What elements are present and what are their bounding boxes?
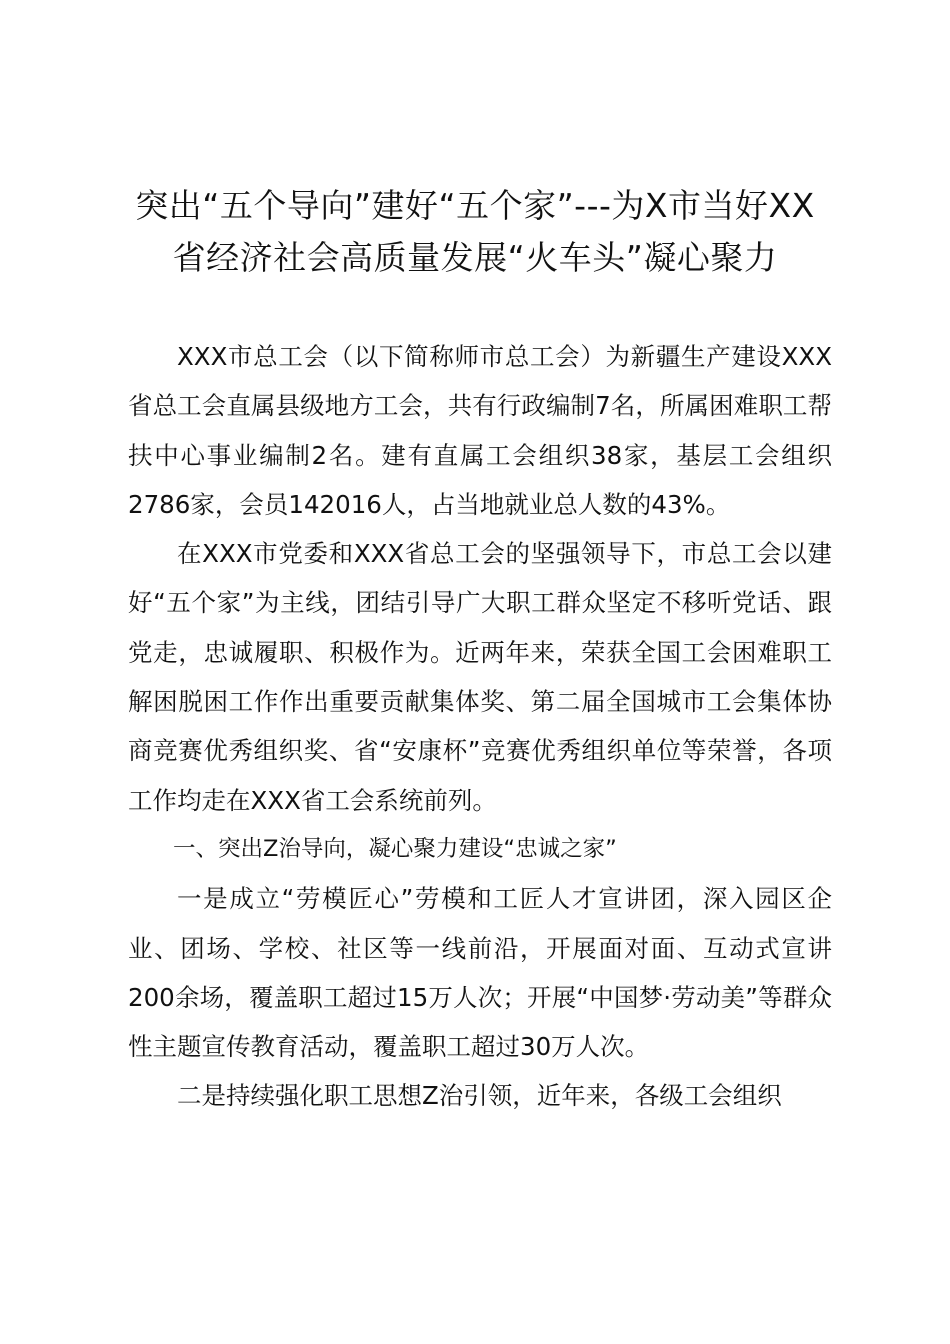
document-body — [128, 332, 832, 1121]
document-title: 突出“五个导向”建好“五个家”---为X市当好XX省经济社会高质量发展“火车头”凝心聚力 — [135, 186, 815, 277]
paragraph-point-one: 一是成立“劳模匠心”劳模和工匠人才宣讲团，深入园区企业、团场、学校、社区等一线前沿，开展面对面、互动式宣讲200余场，覆盖职工超过15万人次；开展“中国梦·劳动美”等群众性主题宣传教育活动，覆盖职工超过30万人次。 — [128, 884, 832, 1062]
section-heading-one: 一、突出Z治导向，凝心聚力建设“忠诚之家” — [173, 835, 617, 862]
paragraph-achievements: 在XXX市党委和XXX省总工会的坚强领导下，市总工会以建好“五个家”为主线，团结引导广大职工群众坚定不移听党话、跟党走，忠诚履职、积极作为。近两年来，荣获全国工会困难职工解困脱困工作作出重要贡献集体奖、第二届全国城市工会集体协商竞赛优秀组织奖、省“安康杯”竞赛优秀组织单位等荣誉，各项工作均走在XXX省工会系统前列。 — [128, 539, 832, 815]
paragraph-point-two: 二是持续强化职工思想Z治引领，近年来，各级工会组织 — [177, 1081, 782, 1111]
paragraph-intro: XXX市总工会（以下简称师市总工会）为新疆生产建设XXX省总工会直属县级地方工会，共有行政编制7名，所属困难职工帮扶中心事业编制2名。建有直属工会组织38家，基层工会组织2786家，会员142016人，占当地就业总人数的43%。 — [128, 342, 832, 519]
